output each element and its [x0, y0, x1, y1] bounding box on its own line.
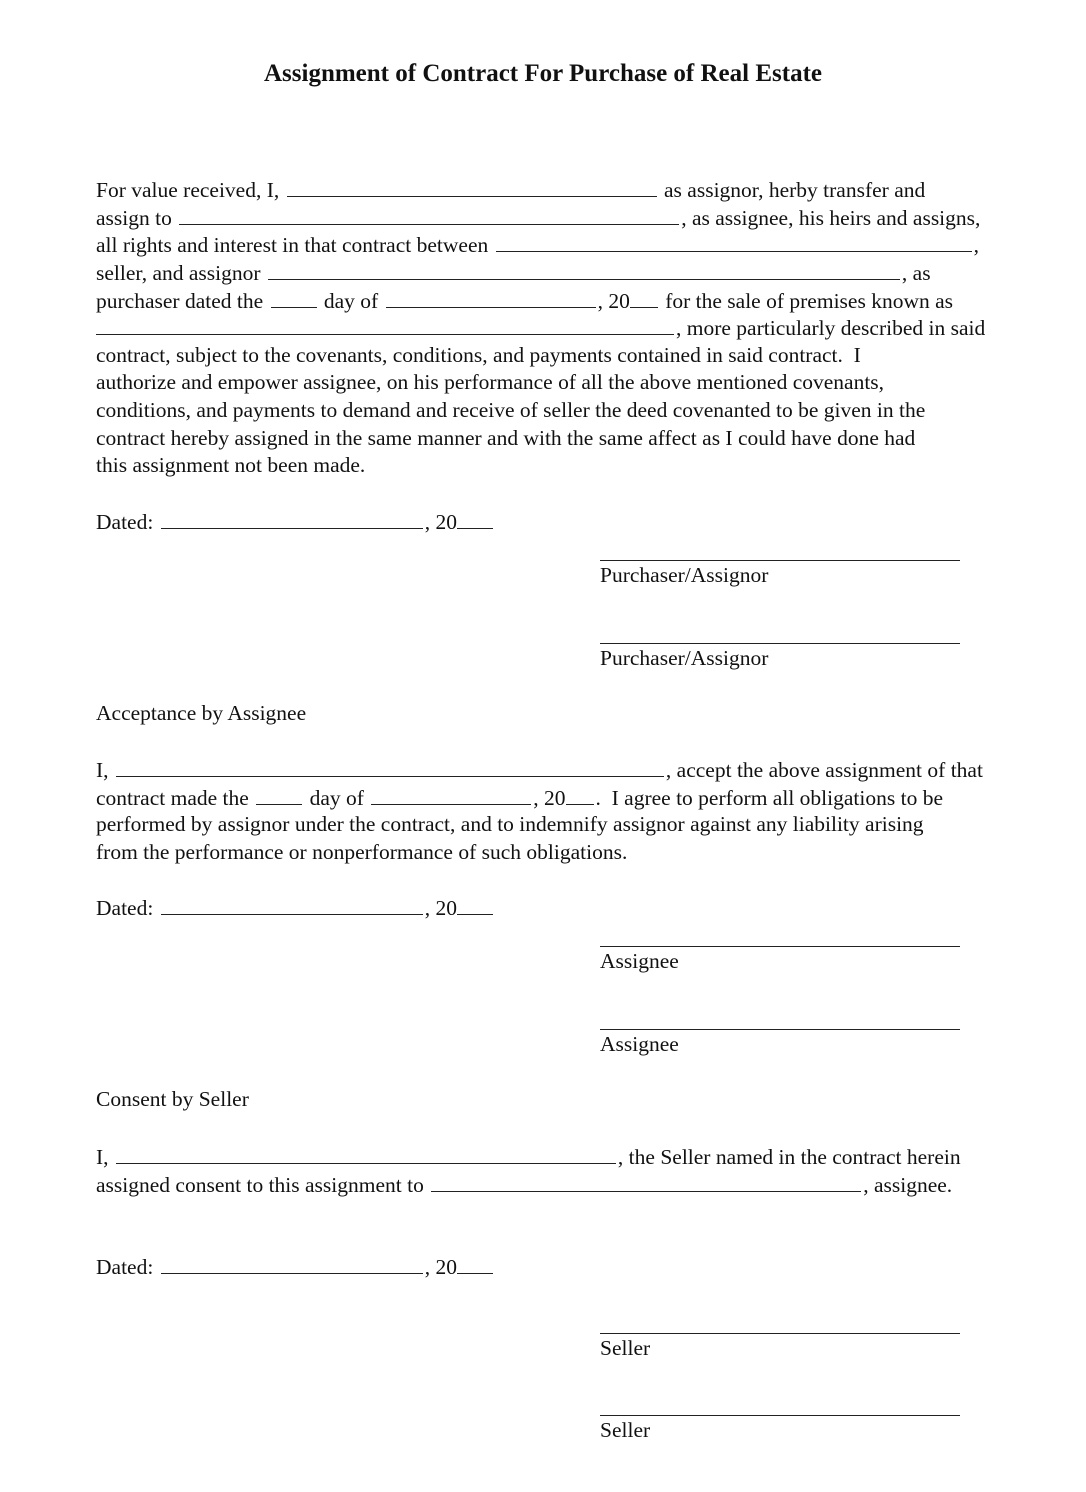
signature-line-assignor-2[interactable] — [600, 643, 960, 644]
text: , 20 — [424, 896, 457, 920]
signature-label-seller-1: Seller — [600, 1336, 651, 1360]
consent-line-2 — [96, 1171, 952, 1200]
text: , as assignee, his heirs and assigns, — [681, 206, 981, 230]
text: , 20 — [424, 1255, 457, 1279]
signature-line-assignee-1[interactable] — [600, 946, 960, 947]
date-field-2[interactable] — [161, 894, 423, 915]
consent-heading: Consent by Seller — [96, 1087, 249, 1111]
signature-label-assignor-1: Purchaser/Assignor — [600, 563, 769, 587]
dated-line-2 — [96, 894, 495, 923]
date-field-3[interactable] — [161, 1253, 423, 1274]
acceptance-line-2 — [96, 784, 943, 813]
text: seller, and assignor — [96, 261, 261, 285]
text: contract made the — [96, 786, 249, 810]
text: assigned consent to this assignment to — [96, 1173, 424, 1197]
assignor-name-field[interactable] — [287, 176, 657, 197]
document-title: Assignment of Contract For Purchase of Real Estate — [263, 60, 823, 87]
text: as assignor, herby transfer and — [664, 178, 926, 202]
assignment-line-10: contract hereby assigned in the same manner and with the same affect as I could have done had — [96, 426, 916, 450]
acceptance-line-3: performed by assignor under the contract, and to indemnify assignor against any liability arising — [96, 812, 924, 836]
signature-label-seller-2: Seller — [600, 1418, 651, 1442]
signature-line-seller-2[interactable] — [600, 1415, 960, 1416]
text: for the sale of premises known as — [665, 289, 954, 313]
assignment-line-4 — [96, 259, 931, 288]
assignment-line-6 — [96, 314, 985, 343]
premises-field[interactable] — [96, 314, 674, 335]
signature-line-seller-1[interactable] — [600, 1333, 960, 1334]
seller-consent-name-field[interactable] — [116, 1143, 616, 1164]
text: , 20 — [424, 510, 457, 534]
day-field[interactable] — [271, 287, 317, 308]
text: For value received, I, — [96, 178, 280, 202]
assignment-line-9: conditions, and payments to demand and receive of seller the deed covenanted to be given in the — [96, 398, 926, 422]
text: , accept the above assignment of that — [665, 758, 983, 782]
assignor-field[interactable] — [268, 259, 900, 280]
assignment-line-11: this assignment not been made. — [96, 453, 366, 477]
text: day of — [309, 786, 364, 810]
text: , as — [901, 261, 931, 285]
signature-label-assignee-2: Assignee — [600, 1032, 679, 1056]
dated-line-1 — [96, 508, 495, 537]
text: I, — [96, 758, 109, 782]
accept-month-field[interactable] — [371, 784, 531, 805]
text: all rights and interest in that contract between — [96, 233, 489, 257]
text: , 20 — [597, 289, 630, 313]
text: assign to — [96, 206, 172, 230]
consent-line-1 — [96, 1143, 961, 1172]
assignee-name-field[interactable] — [179, 204, 679, 225]
year-field-2[interactable] — [457, 894, 493, 915]
accept-year-field[interactable] — [566, 784, 594, 805]
dated-label: Dated: — [96, 896, 154, 920]
signature-line-assignor-1[interactable] — [600, 560, 960, 561]
assignment-line-3 — [96, 231, 979, 260]
acceptance-line-4: from the performance or nonperformance of such obligations. — [96, 840, 628, 864]
text: purchaser dated the — [96, 289, 264, 313]
acceptance-line-1 — [96, 756, 983, 785]
assignment-line-1 — [96, 176, 925, 205]
text: , 20 — [533, 786, 566, 810]
text: , the Seller named in the contract herein — [617, 1145, 961, 1169]
text: , more particularly described in said — [676, 316, 986, 340]
year-field-1[interactable] — [457, 508, 493, 529]
signature-label-assignee-1: Assignee — [600, 949, 679, 973]
dated-line-3 — [96, 1253, 495, 1282]
text: , assignee. — [863, 1173, 953, 1197]
dated-label: Dated: — [96, 1255, 154, 1279]
text: I, — [96, 1145, 109, 1169]
year-field[interactable] — [630, 287, 658, 308]
signature-label-assignor-2: Purchaser/Assignor — [600, 646, 769, 670]
assignment-line-7: contract, subject to the covenants, conditions, and payments contained in said contract. I — [96, 343, 861, 367]
text: . I agree to perform all obligations to be — [595, 786, 943, 810]
assignment-line-8: authorize and empower assignee, on his performance of all the above mentioned covenants, — [96, 370, 885, 394]
dated-label: Dated: — [96, 510, 154, 534]
assignment-line-5 — [96, 287, 953, 316]
accept-day-field[interactable] — [256, 784, 302, 805]
assignment-line-2 — [96, 204, 980, 233]
assignee-accept-name-field[interactable] — [116, 756, 664, 777]
seller-name-field[interactable] — [496, 231, 972, 252]
signature-line-assignee-2[interactable] — [600, 1029, 960, 1030]
consent-assignee-field[interactable] — [431, 1171, 861, 1192]
text: , — [973, 233, 979, 257]
text: day of — [323, 289, 379, 313]
date-field-1[interactable] — [161, 508, 423, 529]
month-field[interactable] — [386, 287, 596, 308]
year-field-3[interactable] — [457, 1253, 493, 1274]
acceptance-heading: Acceptance by Assignee — [96, 701, 307, 725]
